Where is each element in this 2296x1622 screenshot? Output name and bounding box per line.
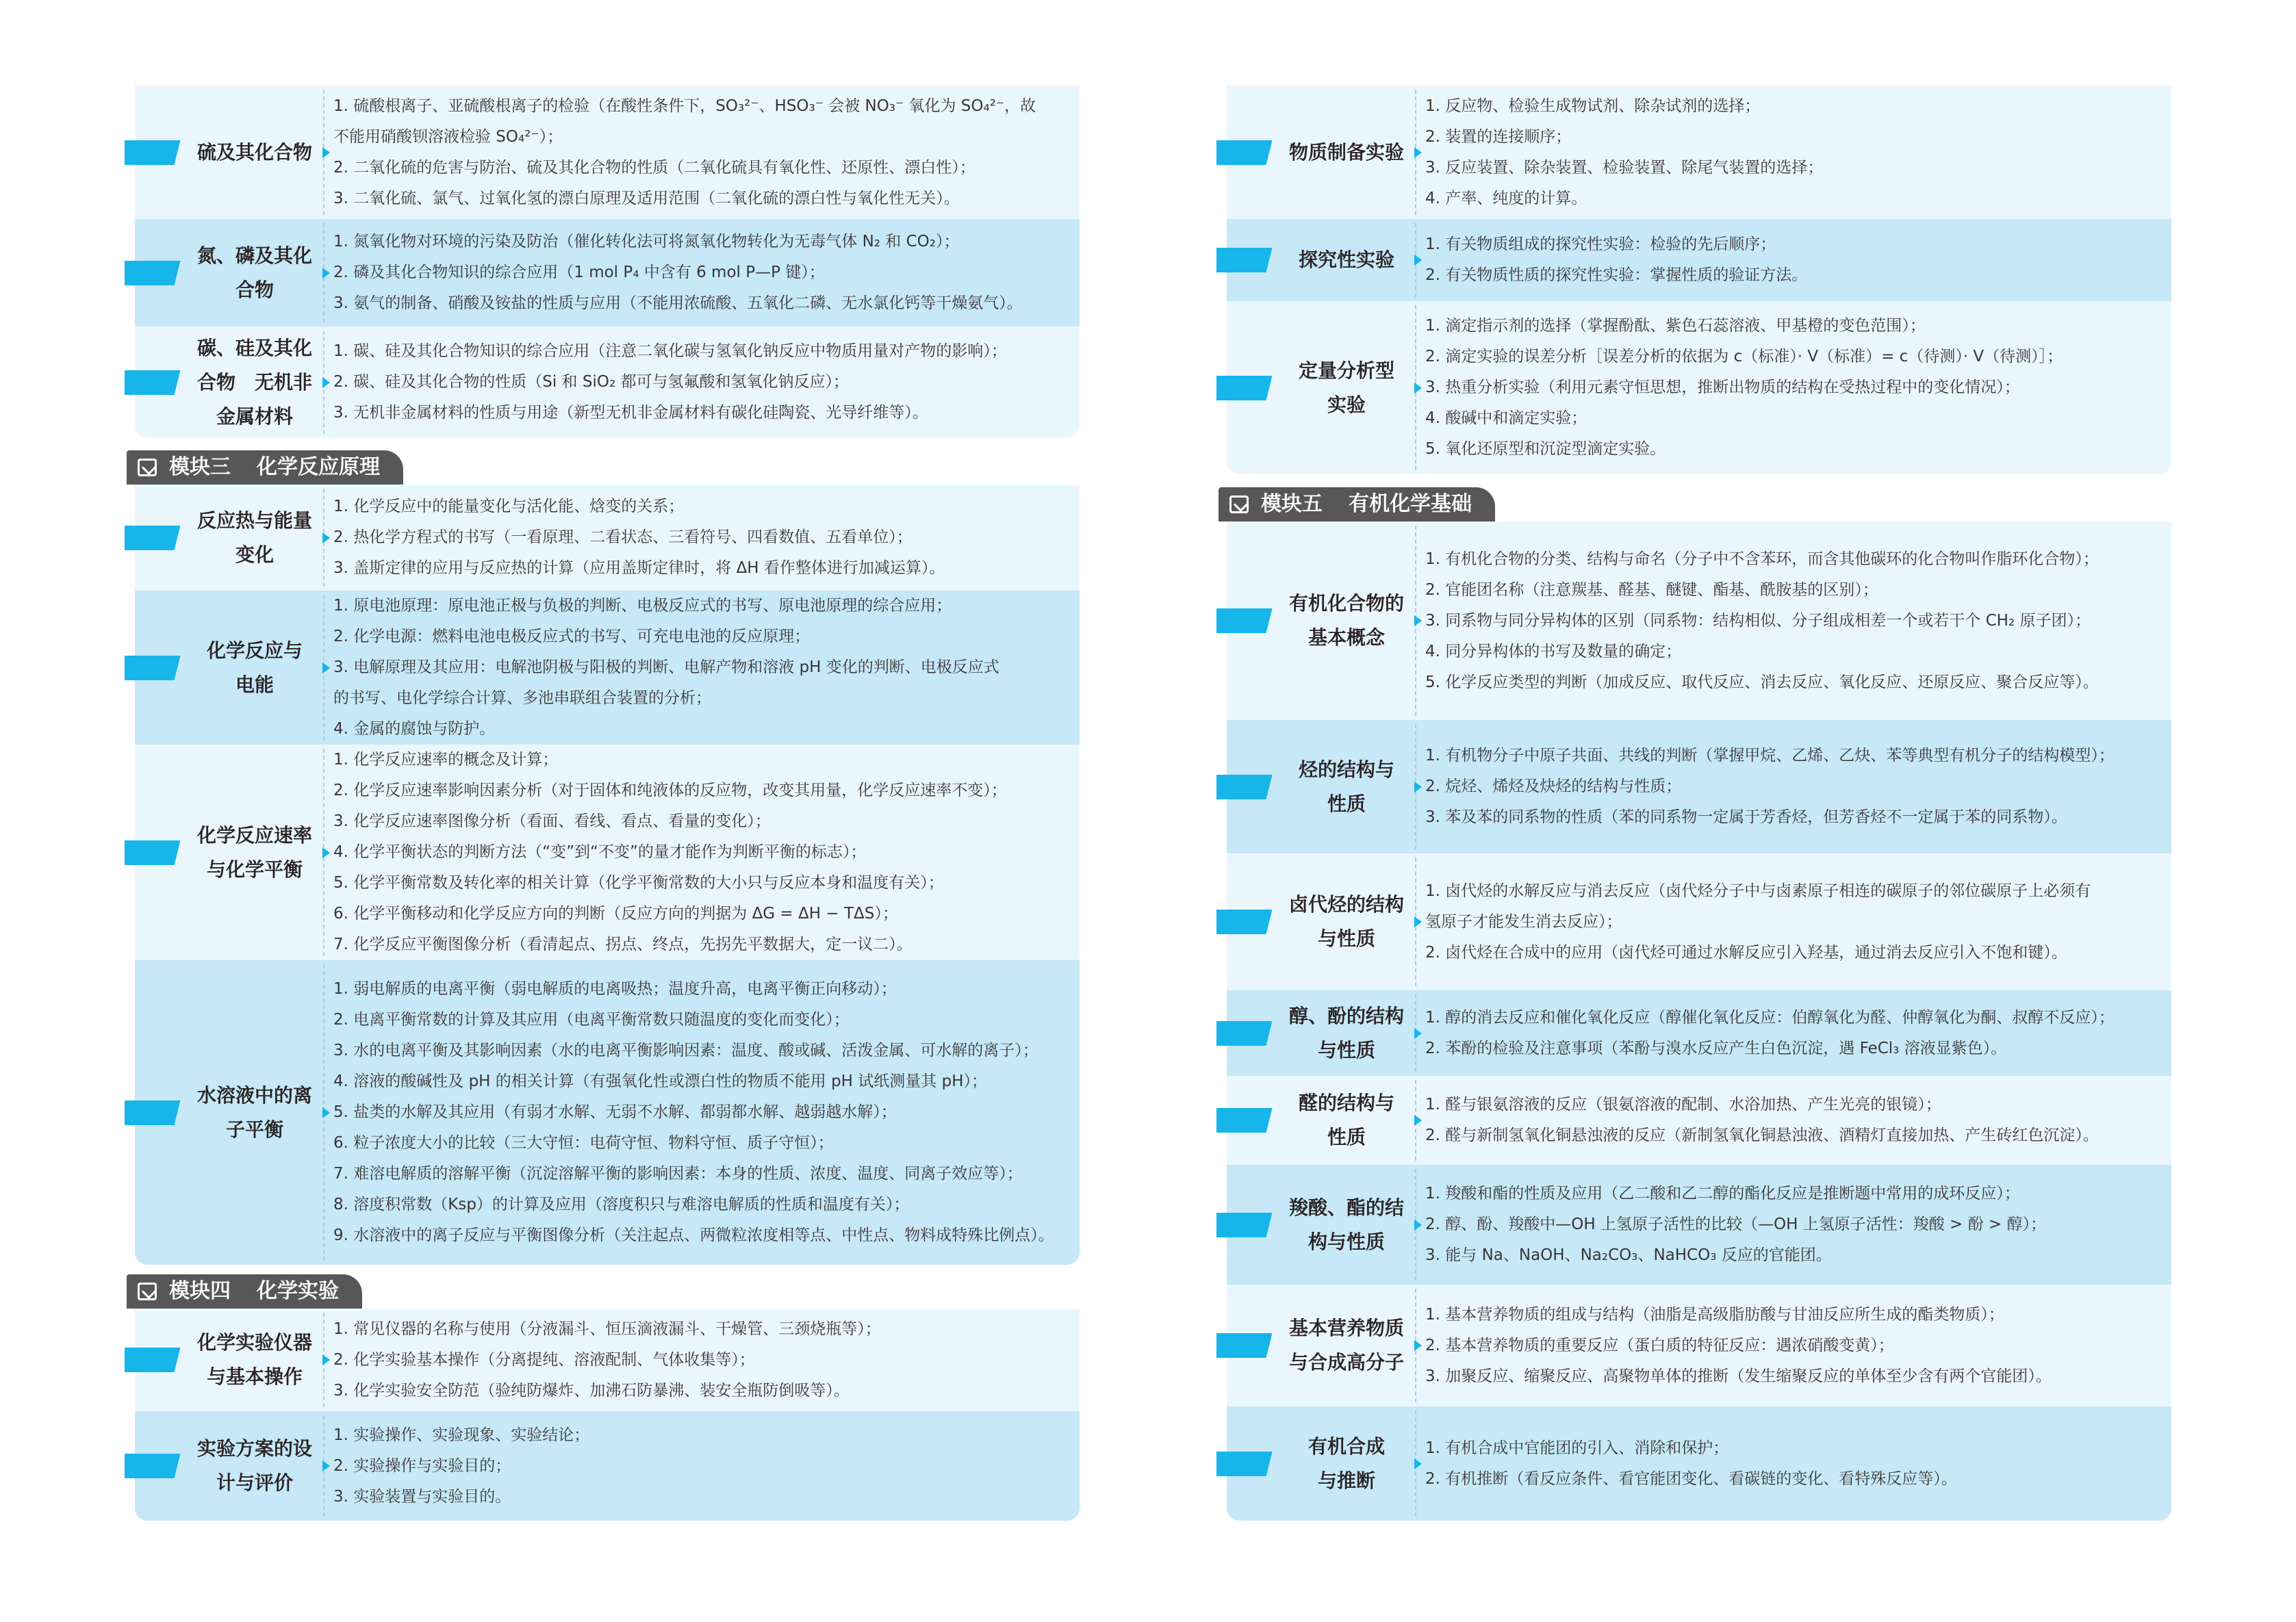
topic-point-line: 1. 氮氧化物对环境的污染及防治（催化转化法可将氮氧化物转化为无毒气体 N₂ 和 CO₂）； <box>333 233 960 250</box>
topic-row <box>1227 720 2171 853</box>
topic-title-line: 电能 <box>235 673 274 696</box>
module-name: 有机化学基础 <box>1349 492 1472 516</box>
row-marker-tab <box>125 1100 173 1125</box>
row-marker-tab <box>125 370 173 395</box>
row-marker-tab <box>125 140 173 165</box>
topic-point-line: 4. 化学平衡状态的判断方法（“变”到“不变”的量才能作为判断平衡的标志）； <box>333 843 867 861</box>
topic-title-line: 性质 <box>1327 792 1366 815</box>
topic-point-line: 2. 官能团名称（注意羰基、醛基、醚键、酯基、酰胺基的区别）； <box>1425 580 1878 599</box>
module-number: 模块三 <box>169 455 231 479</box>
topic-row <box>1227 86 2171 219</box>
topic-row <box>1227 301 2171 474</box>
arrow-icon <box>1414 782 1422 793</box>
arrow-icon <box>1414 916 1422 927</box>
topic-point-line: 7. 难溶电解质的溶解平衡（沉淀溶解平衡的影响因素：本身的性质、浓度、温度、同离子效应等）； <box>333 1165 1023 1183</box>
topic-point-line: 3. 氨气的制备、硝酸及铵盐的性质与应用（不能用浓硫酸、五氧化二磷、无水氯化钙等干燥氨气）。 <box>333 294 1023 312</box>
topic-point-line: 1. 羧酸和酯的性质及应用（乙二酸和乙二醇的酯化反应是推断题中常用的成环反应）； <box>1425 1185 2020 1202</box>
topic-title-line: 有机化合物的 <box>1288 592 1404 615</box>
topic-points <box>1425 311 2162 465</box>
topic-point-line: 1. 醛与银氨溶液的反应（银氨溶液的配制、水浴加热、产生光亮的银镜）； <box>1425 1096 1941 1113</box>
row-marker-tab <box>125 656 173 680</box>
topic-points <box>1425 544 2162 698</box>
topic-point-line: 3. 化学实验安全防范（验纯防爆炸、加沸石防暴沸、装安全瓶防倒吸等）。 <box>333 1381 850 1400</box>
topic-points <box>333 336 1070 428</box>
topic-row <box>135 960 1080 1265</box>
arrow-icon <box>322 847 330 858</box>
topic-points <box>333 91 1070 214</box>
arrow-icon <box>1414 383 1422 394</box>
module-name: 化学反应原理 <box>257 455 380 479</box>
row-marker-tab <box>1216 775 1264 799</box>
topic-points <box>1425 741 2162 833</box>
topic-point-line: 1. 基本营养物质的组成与结构（油脂是高级脂肪酸与甘油反应所生成的酯类物质）； <box>1425 1305 2004 1324</box>
topic-title-line: 性质 <box>1327 1126 1366 1148</box>
topic-block-reaction-principles <box>135 485 1080 1265</box>
topic-points <box>333 1314 1070 1406</box>
topic-point-line: 3. 电解原理及其应用：电解池阴极与阳极的判断、电解产物和溶液 pH 变化的判断、电极反应式 <box>333 658 999 676</box>
row-marker-tab <box>1216 1452 1264 1476</box>
topic-row <box>1227 1165 2171 1285</box>
topic-points <box>333 974 1070 1251</box>
topic-row <box>1227 1406 2171 1521</box>
topic-point-line: 2. 磷及其化合物知识的综合应用（1 mol P₄ 中含有 6 mol P—P 键）； <box>333 263 825 281</box>
arrow-icon <box>1414 1220 1422 1231</box>
module-icon <box>138 1283 157 1300</box>
topic-title <box>190 326 320 438</box>
topic-point-line: 1. 原电池原理：原电池正极与负极的判断、电极反应式的书写、原电池原理的综合应用； <box>333 597 952 615</box>
arrow-icon <box>322 1354 330 1365</box>
topic-row <box>1227 853 2171 990</box>
topic-title-line: 实验方案的设 <box>196 1437 312 1460</box>
topic-point-line: 1. 反应物、检验生成物试剂、除杂试剂的选择； <box>1425 96 1761 115</box>
topic-title <box>1281 853 1412 990</box>
topic-block-organic <box>1227 522 2171 1521</box>
topic-title-line: 与基本操作 <box>206 1365 303 1388</box>
row-marker-tab <box>1216 910 1264 934</box>
topic-point-line: 2. 苯酚的检验及注意事项（苯酚与溴水反应产生白色沉淀，遇 FeCl₃ 溶液显紫色）。 <box>1425 1039 2007 1057</box>
module-icon <box>1229 495 1249 513</box>
module-heading-5 <box>1219 487 1495 522</box>
topic-title-line: 醇、酚的结构 <box>1288 1004 1404 1027</box>
topic-title <box>1281 301 1412 474</box>
module-number: 模块五 <box>1261 492 1323 516</box>
arrow-icon <box>1414 615 1422 626</box>
topic-title-line: 合物 <box>235 278 274 301</box>
topic-point-line: 1. 卤代烃的水解反应与消去反应（卤代烃分子中与卤素原子相连的碳原子的邻位碳原子上必须有 <box>1425 881 2091 900</box>
topic-points <box>1425 876 2162 968</box>
topic-title-line: 金属材料 <box>216 404 293 428</box>
topic-title-line: 卤代烃的结构 <box>1288 893 1404 916</box>
topic-point-line: 5. 氧化还原型和沉淀型滴定实验。 <box>1425 440 1666 458</box>
topic-point-line: 4. 酸碱中和滴定实验； <box>1425 409 1587 427</box>
topic-title-line: 变化 <box>235 543 274 566</box>
topic-title-line: 反应热与能量 <box>196 509 312 532</box>
topic-row <box>1227 990 2171 1076</box>
topic-row <box>135 86 1080 219</box>
topic-point-line: 3. 实验装置与实验目的。 <box>333 1487 511 1506</box>
topic-point-line: 8. 溶度积常数（Ksp）的计算及应用（溶度积只与难溶电解质的性质和温度有关）； <box>333 1196 910 1213</box>
topic-title-line: 烃的结构与 <box>1298 758 1394 781</box>
topic-point-line: 5. 化学平衡常数及转化率的相关计算（化学平衡常数的大小只与反应本身和温度有关）； <box>333 874 944 892</box>
topic-point-line: 4. 产率、纯度的计算。 <box>1425 189 1587 207</box>
topic-point-line: 6. 粒子浓度大小的比较（三大守恒：电荷守恒、物料守恒、质子守恒）； <box>333 1134 834 1152</box>
topic-title-line: 构与性质 <box>1308 1230 1385 1253</box>
topic-title <box>190 960 320 1265</box>
topic-row <box>1227 1076 2171 1165</box>
topic-row <box>135 219 1080 326</box>
topic-point-line: 2. 化学反应速率影响因素分析（对于固体和纯液体的反应物，改变其用量，化学反应速率不变）； <box>333 782 1007 799</box>
topic-title <box>1281 990 1412 1076</box>
row-marker-tab <box>1216 140 1264 165</box>
topic-point-line: 3. 同系物与同分异构体的区别（同系物：结构相似、分子组成相差一个或若干个 CH₂ 原子团）； <box>1425 611 2091 630</box>
topic-point-line: 2. 醇、酚、羧酸中—OH 上氢原子活性的比较（—OH 上氢原子活性：羧酸 > 酚 > 醇）； <box>1425 1215 2046 1233</box>
topic-points <box>333 227 1070 319</box>
topic-point-line: 2. 热化学方程式的书写（一看原理、二看状态、三看符号、四看数值、五看单位）； <box>333 528 913 546</box>
topic-title-line: 羧酸、酯的结 <box>1288 1196 1404 1219</box>
topic-point-line: 2. 烷烃、烯烃及炔烃的结构与性质； <box>1425 777 1682 795</box>
topic-point-line: 2. 基本营养物质的重要反应（蛋白质的特征反应：遇浓硝酸变黄）； <box>1425 1336 1894 1354</box>
arrow-icon <box>1414 147 1422 158</box>
topic-point-line: 2. 化学电源：燃料电池电极反应式的书写、可充电电池的反应原理； <box>333 628 811 645</box>
topic-point-line: 1. 醇的消去反应和催化氧化反应（醇催化氧化反应：伯醇氧化为醛、仲醇氧化为酮、叔醇不反应）； <box>1425 1008 2115 1027</box>
topic-points <box>1425 1003 2162 1064</box>
row-marker-tab <box>1216 376 1264 400</box>
topic-title-line: 醛的结构与 <box>1298 1092 1394 1114</box>
topic-point-line: 2. 有关物质性质的探究性实验：掌握性质的验证方法。 <box>1425 266 1808 284</box>
topic-point-line: 2. 醛与新制氢氧化铜悬浊液的反应（新制氢氧化铜悬浊液、酒精灯直接加热、产生砖红色沉淀）。 <box>1425 1127 2099 1144</box>
topic-title <box>1281 522 1412 720</box>
arrow-icon <box>322 268 330 279</box>
topic-title-line: 与性质 <box>1317 1038 1375 1061</box>
topic-title-line: 基本营养物质 <box>1288 1317 1404 1339</box>
row-marker-tab <box>125 840 173 865</box>
topic-title <box>1281 1406 1412 1521</box>
topic-title-line: 碳、硅及其化 <box>196 336 312 359</box>
arrow-icon <box>1414 1458 1422 1469</box>
arrow-icon <box>322 662 330 673</box>
topic-row <box>135 1309 1080 1411</box>
topic-block-experiments <box>135 1309 1080 1521</box>
topic-title-line: 实验 <box>1327 393 1366 416</box>
topic-point-line: 3. 二氧化硫、氯气、过氧化氢的漂白原理及适用范围（二氧化硫的漂白性与氧化性无关）。 <box>333 189 960 207</box>
topic-title-line: 基本概念 <box>1308 626 1385 649</box>
arrow-icon <box>1414 1028 1422 1039</box>
topic-point-line: 3. 热重分析实验（利用元素守恒思想，推断出物质的结构在受热过程中的变化情况）； <box>1425 378 2020 396</box>
topic-point-line: 3. 反应装置、除杂装置、检验装置、除尾气装置的选择； <box>1425 158 1824 177</box>
topic-title <box>190 591 320 745</box>
topic-title-line: 有机合成 <box>1308 1434 1385 1458</box>
topic-point-line: 2. 碳、硅及其化合物的性质（Si 和 SiO₂ 都可与氢氟酸和氢氧化钠反应）； <box>333 373 849 391</box>
topic-point-line: 1. 实验操作、实验现象、实验结论； <box>333 1426 590 1444</box>
topic-title-line: 探究性实验 <box>1298 248 1394 271</box>
topic-row <box>135 485 1080 591</box>
topic-title-line: 与性质 <box>1317 927 1375 950</box>
arrow-icon <box>322 1107 330 1118</box>
topic-row <box>1227 219 2171 301</box>
topic-point-line: 2. 有机推断（看反应条件、看官能团变化、看碳链的变化、看特殊反应等）。 <box>1425 1469 1957 1488</box>
topic-point-line: 5. 化学反应类型的判断（加成反应、取代反应、消去反应、氧化反应、还原反应、聚合反应等）。 <box>1425 673 2099 691</box>
row-marker-tab <box>125 1454 173 1478</box>
topic-title <box>190 1309 320 1411</box>
topic-title <box>1281 219 1412 301</box>
topic-title-line: 化学反应与 <box>206 639 303 662</box>
topic-point-line: 9. 水溶液中的离子反应与平衡图像分析（关注起点、两微粒浓度相等点、中性点、物料成特殊比例点）。 <box>333 1226 1054 1244</box>
topic-point-line: 2. 化学实验基本操作（分离提纯、溶液配制、气体收集等）； <box>333 1350 755 1369</box>
topic-title <box>1281 720 1412 853</box>
topic-title <box>1281 1076 1412 1165</box>
topic-point-line: 2. 装置的连接顺序； <box>1425 127 1572 146</box>
topic-points <box>333 491 1070 584</box>
topic-title <box>190 86 320 219</box>
topic-points <box>1425 1179 2162 1271</box>
topic-title <box>1281 1165 1412 1285</box>
module-heading-3 <box>127 450 403 485</box>
topic-title-line: 硫及其化合物 <box>196 140 312 164</box>
topic-point-line: 3. 无机非金属材料的性质与用途（新型无机非金属材料有碳化硅陶瓷、光导纤维等）。 <box>333 404 928 422</box>
topic-point-line: 3. 化学反应速率图像分析（看面、看线、看点、看量的变化）； <box>333 812 771 830</box>
topic-title-line: 计与评价 <box>216 1471 293 1494</box>
row-marker-tab <box>125 261 173 285</box>
topic-points <box>1425 1433 2162 1495</box>
topic-point-line: 2. 卤代烃在合成中的应用（卤代烃可通过水解反应引入羟基，通过消去反应引入不饱和键）。 <box>1425 943 2067 962</box>
topic-point-line: 1. 硫酸根离子、亚硫酸根离子的检验（在酸性条件下，SO₃²⁻、HSO₃⁻ 会被 NO₃⁻ 氧化为 SO₄²⁻，故 <box>333 96 1036 115</box>
topic-point-line: 3. 加聚反应、缩聚反应、高聚物单体的推断（发生缩聚反应的单体至少含有两个官能团）。 <box>1425 1367 2052 1385</box>
topic-title <box>190 1411 320 1521</box>
topic-point-line: 1. 有关物质组成的探究性实验：检验的先后顺序； <box>1425 235 1776 253</box>
topic-title-line: 子平衡 <box>225 1118 283 1141</box>
topic-point-line: 1. 弱电解质的电离平衡（弱电解质的电离吸热；温度升高，电离平衡正向移动）； <box>333 980 897 998</box>
topic-title <box>190 219 320 326</box>
row-marker-tab <box>125 1348 173 1372</box>
module-icon <box>138 459 157 476</box>
topic-points <box>1425 229 2162 291</box>
topic-point-line: 3. 水的电离平衡及其影响因素（水的电离平衡影响因素：温度、酸或碱、活泼金属、可水解的离子）； <box>333 1042 1038 1059</box>
topic-row <box>135 326 1080 438</box>
module-heading-4 <box>127 1274 362 1309</box>
topic-points <box>333 1420 1070 1512</box>
topic-title-line: 物质制备实验 <box>1288 140 1404 164</box>
row-marker-tab <box>1216 1108 1264 1133</box>
arrow-icon <box>1414 1115 1422 1126</box>
topic-point-line: 2. 滴定实验的误差分析［误差分析的依据为 c（标准）· V（标准）= c（待测）· V（待测）］； <box>1425 348 2063 365</box>
topic-points <box>1425 1300 2162 1392</box>
topic-point-line: 3. 能与 Na、NaOH、Na₂CO₃、NaHCO₃ 反应的官能团。 <box>1425 1246 1832 1264</box>
topic-point-line: 1. 滴定指示剂的选择（掌握酚酞、紫色石蕊溶液、甲基橙的变色范围）； <box>1425 317 1926 335</box>
topic-point-line: 3. 盖斯定律的应用与反应热的计算（应用盖斯定律时，将 ΔH 看作整体进行加减运算）。 <box>333 559 945 577</box>
arrow-icon <box>322 532 330 543</box>
topic-title <box>1281 86 1412 219</box>
topic-point-line: 的书写、电化学综合计算、多池串联组合装置的分析； <box>333 689 711 707</box>
topic-point-line: 1. 化学反应速率的概念及计算； <box>333 751 559 769</box>
topic-point-line: 1. 有机化合物的分类、结构与命名（分子中不含苯环，而含其他碳环的化合物叫作脂环化合物）； <box>1425 550 2099 568</box>
arrow-icon <box>1414 255 1422 266</box>
row-marker-tab <box>125 526 173 550</box>
topic-points <box>333 591 1070 745</box>
topic-point-line: 不能用硝酸钡溶液检验 SO₄²⁻）； <box>333 127 563 146</box>
row-marker-tab <box>1216 608 1264 633</box>
topic-title-line: 化学实验仪器 <box>196 1331 312 1354</box>
topic-title-line: 与化学平衡 <box>206 858 303 881</box>
topic-point-line: 4. 溶液的酸碱性及 pH 的相关计算（有强氧化性或漂白性的物质不能用 pH 试纸测量其 pH）； <box>333 1072 987 1090</box>
topic-title-line: 合物 无机非 <box>196 370 312 394</box>
row-marker-tab <box>1216 1213 1264 1237</box>
topic-point-line: 2. 二氧化硫的危害与防治、硫及其化合物的性质（二氧化硫具有氧化性、还原性、漂白性）； <box>333 158 975 177</box>
topic-title-line: 氮、磷及其化 <box>196 244 312 267</box>
topic-title-line: 化学反应速率 <box>196 823 312 847</box>
row-marker-tab <box>1216 1021 1264 1046</box>
topic-point-line: 1. 化学反应中的能量变化与活化能、焓变的关系； <box>333 498 685 515</box>
topic-point-line: 2. 实验操作与实验目的； <box>333 1456 511 1475</box>
topic-point-line: 1. 常见仪器的名称与使用（分液漏斗、恒压滴液漏斗、干燥管、三颈烧瓶等）； <box>333 1320 881 1338</box>
topic-points <box>1425 91 2162 214</box>
topic-point-line: 氢原子才能发生消去反应）； <box>1425 912 1622 931</box>
topic-row <box>135 591 1080 745</box>
module-number: 模块四 <box>169 1279 231 1303</box>
topic-title <box>190 485 320 591</box>
topic-block-inorganic <box>135 86 1080 438</box>
topic-point-line: 7. 化学反应平衡图像分析（看清起点、拐点、终点，先拐先平数据大，定一议二）。 <box>333 936 913 953</box>
topic-title <box>190 745 320 960</box>
topic-block-lab-experiments <box>1227 86 2171 474</box>
row-marker-tab <box>1216 1333 1264 1358</box>
topic-point-line: 4. 金属的腐蚀与防护。 <box>333 720 496 738</box>
module-name: 化学实验 <box>257 1279 339 1303</box>
topic-point-line: 5. 盐类的水解及其应用（有弱才水解、无弱不水解、都弱都水解、越弱越水解）； <box>333 1103 897 1121</box>
topic-point-line: 4. 同分异构体的书写及数量的确定； <box>1425 642 1682 660</box>
topic-row <box>135 745 1080 960</box>
topic-row <box>135 1411 1080 1521</box>
topic-title-line: 与推断 <box>1317 1469 1375 1492</box>
topic-points <box>1425 1090 2162 1151</box>
topic-row <box>1227 1285 2171 1406</box>
topic-points <box>333 745 1070 960</box>
topic-title <box>1281 1285 1412 1406</box>
topic-row <box>1227 522 2171 720</box>
row-marker-tab <box>1216 248 1264 272</box>
topic-title-line: 水溶液中的离 <box>196 1083 312 1107</box>
topic-point-line: 3. 苯及苯的同系物的性质（苯的同系物一定属于芳香烃，但芳香烃不一定属于苯的同系物）。 <box>1425 808 2067 826</box>
arrow-icon <box>1414 1340 1422 1351</box>
topic-point-line: 2. 电离平衡常数的计算及其应用（电离平衡常数只随温度的变化而变化）； <box>333 1011 850 1029</box>
arrow-icon <box>322 377 330 388</box>
topic-title-line: 定量分析型 <box>1298 359 1394 382</box>
topic-point-line: 1. 碳、硅及其化合物知识的综合应用（注意二氧化碳与氢氧化钠反应中物质用量对产物的影响）； <box>333 342 1007 360</box>
arrow-icon <box>322 1460 330 1471</box>
topic-point-line: 6. 化学平衡移动和化学反应方向的判断（反应方向的判据为 ΔG = ΔH − TΔS）； <box>333 905 898 923</box>
topic-point-line: 1. 有机合成中官能团的引入、消除和保护； <box>1425 1439 1729 1457</box>
topic-title-line: 与合成高分子 <box>1288 1351 1404 1374</box>
topic-point-line: 1. 有机物分子中原子共面、共线的判断（掌握甲烷、乙烯、乙炔、苯等典型有机分子的结构模型）； <box>1425 747 2115 764</box>
arrow-icon <box>322 147 330 158</box>
